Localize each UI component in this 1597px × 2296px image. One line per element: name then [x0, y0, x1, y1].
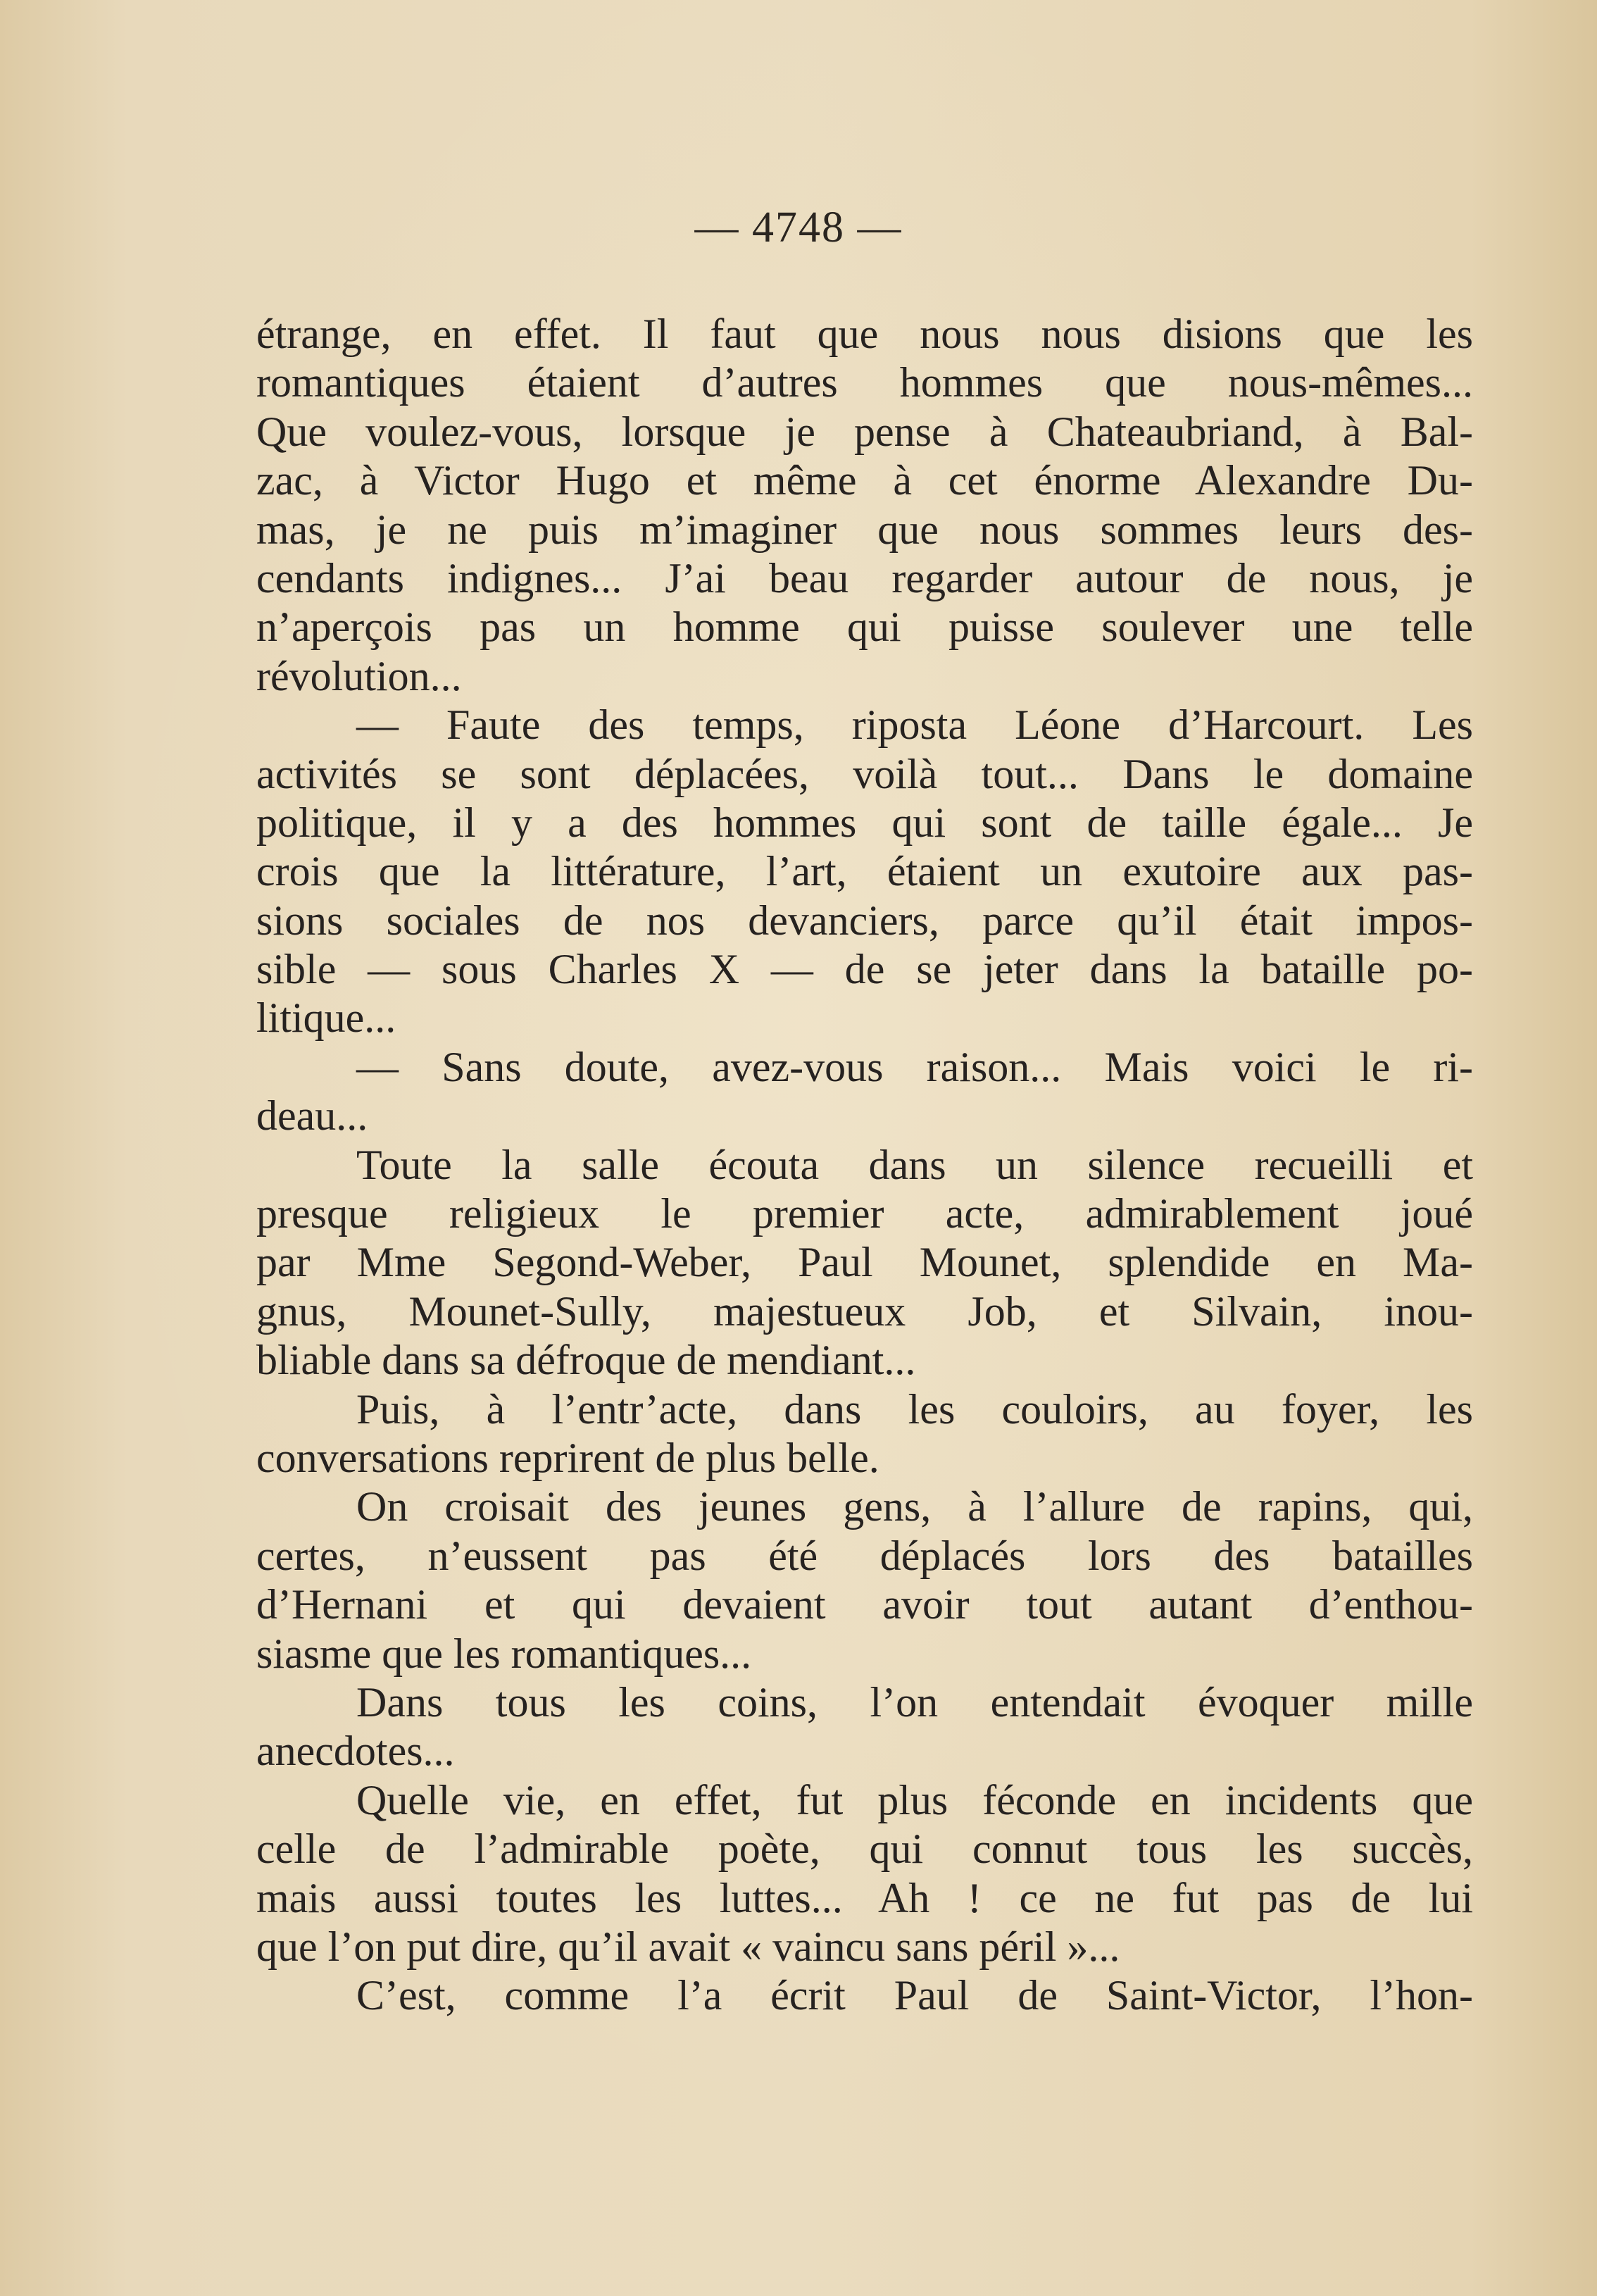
text-line: siasme que les romantiques...: [256, 1630, 752, 1677]
text-line: presque religieux le premier acte, admirablement joué: [256, 1190, 1473, 1237]
text-line: cendants indignes... J’ai beau regarder autour de nous, je: [256, 554, 1473, 601]
text-line: n’aperçois pas un homme qui puisse soulever une telle: [256, 604, 1473, 651]
text-line: anecdotes...: [256, 1728, 455, 1775]
text-line: — Sans doute, avez-vous raison... Mais voici le ri-: [356, 1043, 1473, 1090]
text-line: par Mme Segond-Weber, Paul Mounet, splendide en Ma-: [256, 1239, 1473, 1286]
text-line: C’est, comme l’a écrit Paul de Saint-Victor, l’hon-: [356, 1972, 1473, 2019]
text-line: étrange, en effet. Il faut que nous nous disions que les: [256, 311, 1473, 357]
text-line: activités se sont déplacées, voilà tout... Dans le domaine: [256, 750, 1473, 797]
text-line: On croisait des jeunes gens, à l’allure de rapins, qui,: [356, 1483, 1473, 1530]
text-line: Quelle vie, en effet, fut plus féconde en incidents que: [356, 1776, 1473, 1823]
text-line: mais aussi toutes les luttes... Ah ! ce ne fut pas de lui: [256, 1874, 1473, 1921]
page-number: — 4748 —: [694, 204, 903, 251]
text-line: romantiques étaient d’autres hommes que nous-mêmes...: [256, 359, 1473, 406]
text-line: Que voulez-vous, lorsque je pense à Chateaubriand, à Bal-: [256, 408, 1473, 455]
text-line: Toute la salle écouta dans un silence recueilli et: [356, 1141, 1473, 1188]
text-line: sible — sous Charles X — de se jeter dans la bataille po-: [256, 946, 1473, 993]
text-line: révolution...: [256, 652, 462, 699]
body-text: [256, 310, 1473, 2021]
text-line: deau...: [256, 1092, 368, 1140]
text-line: mas, je ne puis m’imaginer que nous sommes leurs des-: [256, 506, 1473, 553]
text-line: politique, il y a des hommes qui sont de taille égale... Je: [256, 799, 1473, 846]
text-line: crois que la littérature, l’art, étaient un exutoire aux pas-: [256, 848, 1473, 895]
text-line: gnus, Mounet-Sully, majestueux Job, et Silvain, inou-: [256, 1287, 1473, 1335]
text-line: litique...: [256, 994, 396, 1042]
text-line: — Faute des temps, riposta Léone d’Harcourt. Les: [356, 701, 1473, 749]
text-line: certes, n’eussent pas été déplacés lors des batailles: [256, 1532, 1473, 1579]
text-line: zac, à Victor Hugo et même à cet énorme Alexandre Du-: [256, 457, 1473, 504]
text-line: celle de l’admirable poète, qui connut tous les succès,: [256, 1826, 1473, 1873]
text-line: Dans tous les coins, l’on entendait évoquer mille: [356, 1678, 1473, 1726]
text-line: conversations reprirent de plus belle.: [256, 1434, 879, 1481]
text-line: bliable dans sa défroque de mendiant...: [256, 1337, 916, 1384]
text-line: que l’on put dire, qu’il avait « vaincu sans péril »...: [256, 1923, 1120, 1970]
text-line: Puis, à l’entr’acte, dans les couloirs, au foyer, les: [356, 1385, 1473, 1433]
text-line: d’Hernani et qui devaient avoir tout autant d’enthou-: [256, 1581, 1473, 1628]
text-line: sions sociales de nos devanciers, parce qu’il était impos-: [256, 897, 1473, 944]
